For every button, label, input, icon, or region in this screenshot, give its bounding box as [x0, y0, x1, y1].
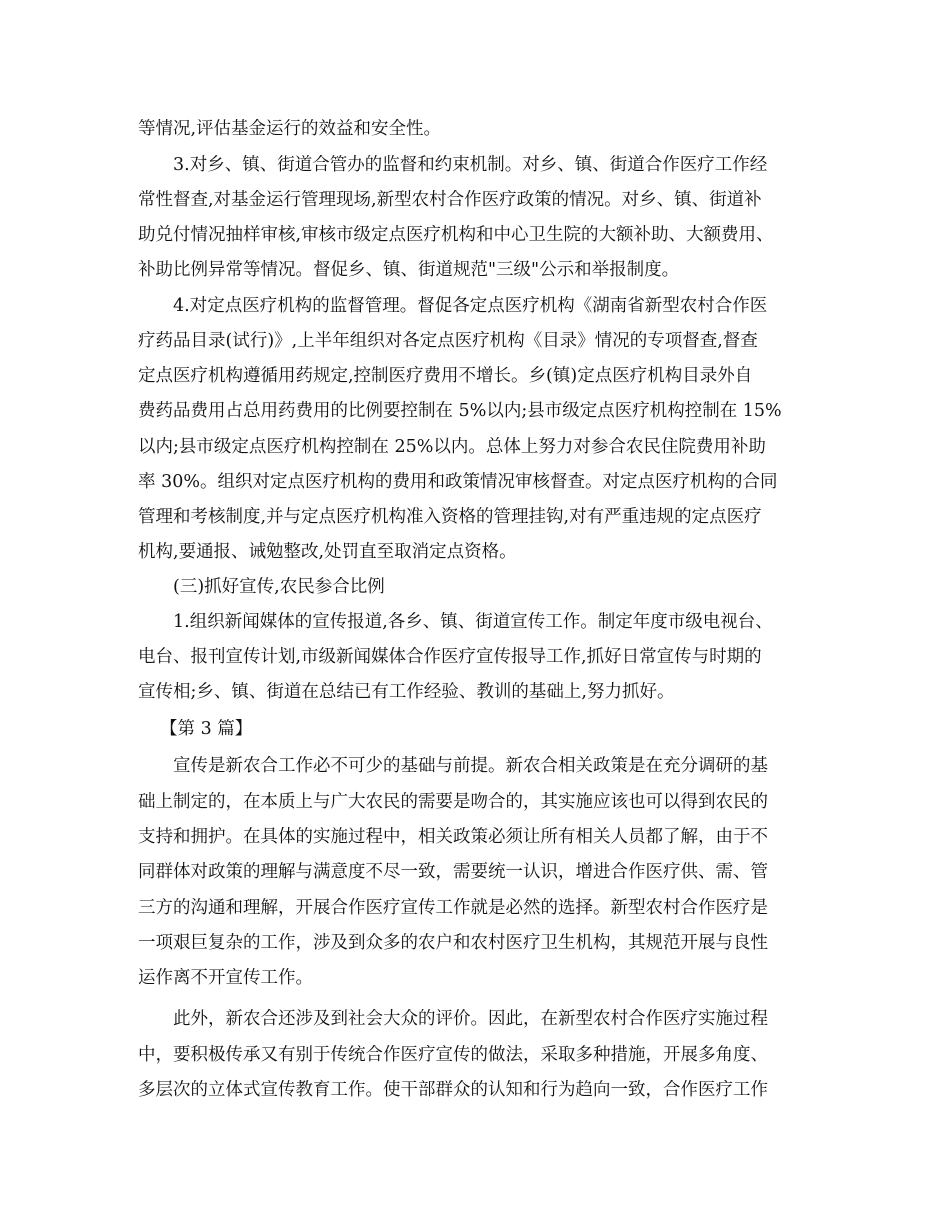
text-line: 【第 3 篇】: [160, 719, 253, 739]
text-line: 电台、报刊宣传计划,市级新闻媒体合作医疗宣传报导工作,抓好日常宣传与时期的: [138, 647, 762, 667]
paragraph-continued: [138, 112, 818, 147]
text-line: 以内;县市级定点医疗机构控制在 25%以内。总体上努力对参合农民住院费用补助: [138, 436, 766, 457]
paragraph-article-1: [173, 749, 818, 784]
text-line: 机构,要通报、诫勉整改,处罚直至取消定点资格。: [138, 542, 517, 563]
section-heading-3: [173, 570, 818, 605]
text-line: 4.对定点医疗机构的监督管理。督促各定点医疗机构《湖南省新型农村合作医: [173, 296, 768, 316]
text-line: 费药品费用占总用药费用的比例要控制在 5%以内;县市级定点医疗机构控制在 15%: [138, 401, 782, 422]
text-line: 宣传相;乡、镇、街道在总结已有工作经验、教训的基础上,努力抓好。: [138, 682, 675, 703]
text-line: 等情况,评估基金运行的效益和安全性。: [138, 119, 442, 139]
text-line: 1.组织新闻媒体的宣传报道,各乡、镇、街道宣传工作。制定年度市级电视台、: [173, 612, 773, 632]
paragraph-item-3: [173, 148, 818, 183]
paragraph-article-1-body: [138, 785, 818, 996]
text-line: 多层次的立体式宣传教育工作。使干部群众的认知和行为趋向一致，合作医疗工作: [138, 1080, 768, 1101]
text-line: 常性督查,对基金运行管理现场,新型农村合作医疗政策的情况。对乡、镇、街道补: [138, 190, 762, 210]
paragraph-section-3-item-1-body: [138, 640, 818, 710]
text-line: 管理和考核制度,并与定点医疗机构准入资格的管理挂钩,对有严重违规的定点医疗: [138, 507, 762, 528]
text-line: 一项艰巨复杂的工作，涉及到众多的农户和农村医疗卫生机构，其规范开展与良性: [138, 932, 768, 953]
text-line: 定点医疗机构遵循用药规定,控制医疗费用不增长。乡(镇)定点医疗机构目录外自: [138, 366, 753, 387]
text-line: 率 30%。组织对定点医疗机构的费用和政策情况审核督查。对定点医疗机构的合同: [138, 471, 778, 492]
text-line: 宣传是新农合工作必不可少的基础与前提。新农合相关政策是在充分调研的基: [173, 756, 768, 776]
paragraph-section-3-item-1: [173, 605, 818, 640]
paragraph-article-2-body: [138, 1038, 818, 1108]
text-line: 同群体对政策的理解与满意度不尽一致，需要统一认识，增进合作医疗供、需、管: [138, 862, 768, 883]
paragraph-article-2: [173, 1002, 818, 1037]
paragraph-item-4: [173, 289, 818, 324]
text-line: 中，要积极传承又有别于传统合作医疗宣传的做法，采取多种措施，开展多角度、: [138, 1045, 768, 1065]
text-line: 疗药品目录(试行)》,上半年组织对各定点医疗机构《目录》情况的专项督查,督查: [138, 331, 758, 351]
paragraph-item-4-body: [138, 324, 818, 570]
text-line: 础上制定的，在本质上与广大农民的需要是吻合的，其实施应该也可以得到农民的: [138, 792, 768, 812]
text-line: 此外，新农合还涉及到社会大众的评价。因此，在新型农村合作医疗实施过程: [173, 1009, 768, 1029]
text-line: 助兑付情况抽样审核,审核市级定点医疗机构和中心卫生院的大额补助、大额费用、: [138, 225, 774, 246]
paragraph-item-3-body: [138, 183, 818, 289]
text-line: 3.对乡、镇、街道合管办的监督和约束机制。对乡、镇、街道合作医疗工作经: [173, 155, 768, 175]
text-line: (三)抓好宣传,农民参合比例: [173, 577, 385, 597]
text-line: 运作离不开宣传工作。: [138, 968, 313, 989]
text-line: 补助比例异常等情况。督促乡、镇、街道规范"三级"公示和举报制度。: [138, 260, 680, 281]
article-heading-3: [160, 712, 818, 747]
text-line: 支持和拥护。在具体的实施过程中，相关政策必须让所有相关人员都了解，由于不: [138, 827, 768, 848]
text-line: 三方的沟通和理解，开展合作医疗宣传工作就是必然的选择。新型农村合作医疗是: [138, 897, 768, 918]
